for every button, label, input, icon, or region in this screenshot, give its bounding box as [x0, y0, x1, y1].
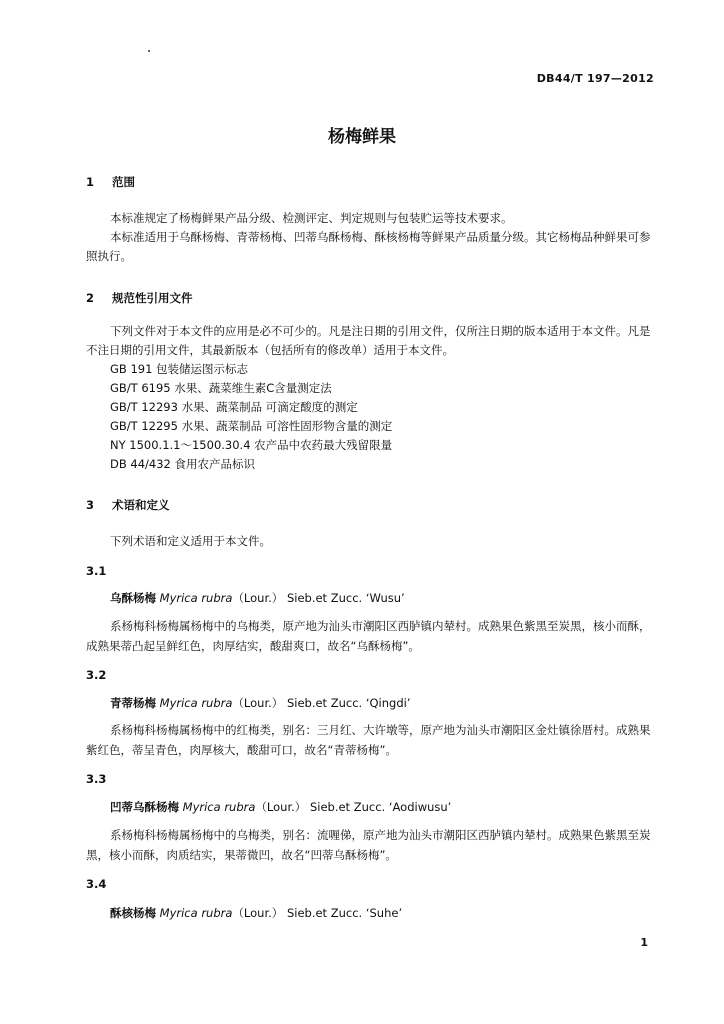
term-authority: （Lour.） Sieb.et Zucc. ‘Suhe’ [232, 906, 403, 920]
document-title: 杨梅鲜果 [328, 127, 396, 147]
section-1-number: 1 [86, 175, 95, 189]
section-1-title: 范围 [112, 175, 136, 189]
reference-item: GB/T 12295 水果、蔬菜制品 可溶性固形物含量的测定 [110, 419, 393, 433]
term-latin-name: Myrica rubra [159, 591, 233, 605]
term-name: 酥核杨梅 [110, 906, 156, 920]
term-definition [86, 825, 654, 865]
scan-speck [148, 50, 150, 52]
section-3-intro [86, 532, 654, 551]
term-authority: （Lour.） Sieb.et Zucc. ‘Wusu’ [232, 591, 405, 605]
term-heading [110, 590, 405, 606]
document-code: DB44/T 197—2012 [536, 72, 654, 85]
term-heading [110, 905, 402, 921]
reference-item: GB 191 包装储运图示标志 [110, 362, 249, 376]
paragraph: 下列术语和定义适用于本文件。 [110, 534, 271, 548]
reference-item: GB/T 6195 水果、蔬菜维生素C含量测定法 [110, 381, 332, 395]
page-number: 1 [640, 936, 648, 949]
section-1-heading [86, 174, 135, 190]
term-name: 乌酥杨梅 [110, 591, 156, 605]
term-number: 3.1 [86, 564, 107, 578]
paragraph: 系杨梅科杨梅属杨梅中的乌梅类，别名：流喱俤，原产地为汕头市潮阳区西胪镇内辇村。成熟果色紫黑至炭黑，核小而酥，肉质结实，果蒂微凹，故名“凹蒂乌酥杨梅”。 [86, 828, 651, 862]
term-number: 3.3 [86, 772, 107, 786]
term-latin-name: Myrica rubra [182, 800, 256, 814]
reference-item: DB 44/432 食用农产品标识 [110, 457, 256, 471]
reference-item: NY 1500.1.1～1500.30.4 农产品中农药最大残留限量 [110, 438, 393, 452]
section-2-heading [86, 290, 193, 306]
paragraph: 本标准适用于乌酥杨梅、青蒂杨梅、凹蒂乌酥杨梅、酥核杨梅等鲜果产品质量分级。其它杨梅品种鲜果可参照执行。 [86, 230, 651, 263]
section-3-title: 术语和定义 [112, 498, 170, 512]
term-definition [86, 720, 654, 760]
paragraph: 本标准规定了杨梅鲜果产品分级、检测评定、判定规则与包装贮运等技术要求。 [110, 211, 513, 225]
term-heading [110, 695, 410, 711]
section-2-title: 规范性引用文件 [112, 291, 193, 305]
paragraph: 下列文件对于本文件的应用是必不可少的。凡是注日期的引用文件，仅所注日期的版本适用于本文件。凡是不注日期的引用文件，其最新版本（包括所有的修改单）适用于本文件。 [86, 324, 651, 357]
term-authority: （Lour.） Sieb.et Zucc. ‘Qingdi’ [232, 696, 411, 710]
term-number: 3.2 [86, 668, 107, 682]
term-heading [110, 799, 451, 815]
section-1-body [86, 209, 654, 266]
term-latin-name: Myrica rubra [159, 696, 233, 710]
term-latin-name: Myrica rubra [159, 906, 233, 920]
term-name: 青蒂杨梅 [110, 696, 156, 710]
paragraph: 系杨梅科杨梅属杨梅中的乌梅类，原产地为汕头市潮阳区西胪镇内辇村。成熟果色紫黑至炭黑，核小而酥，成熟果蒂凸起呈鲜红色，肉厚结实，酸甜爽口，故名“乌酥杨梅”。 [86, 619, 651, 653]
term-definition [86, 616, 654, 656]
term-authority: （Lour.） Sieb.et Zucc. ‘Aodiwusu’ [255, 800, 452, 814]
section-2-body [86, 322, 654, 474]
section-2-number: 2 [86, 291, 95, 305]
section-3-heading [86, 497, 170, 513]
reference-item: GB/T 12293 水果、蔬菜制品 可滴定酸度的测定 [110, 400, 358, 414]
paragraph: 系杨梅科杨梅属杨梅中的红梅类，别名：三月红、大许墩等，原产地为汕头市潮阳区金灶镇徐厝村。成熟果紫红色，蒂呈青色，肉厚核大，酸甜可口，故名“青蒂杨梅”。 [86, 723, 651, 757]
term-name: 凹蒂乌酥杨梅 [110, 800, 179, 814]
term-number: 3.4 [86, 877, 107, 891]
section-3-number: 3 [86, 498, 95, 512]
